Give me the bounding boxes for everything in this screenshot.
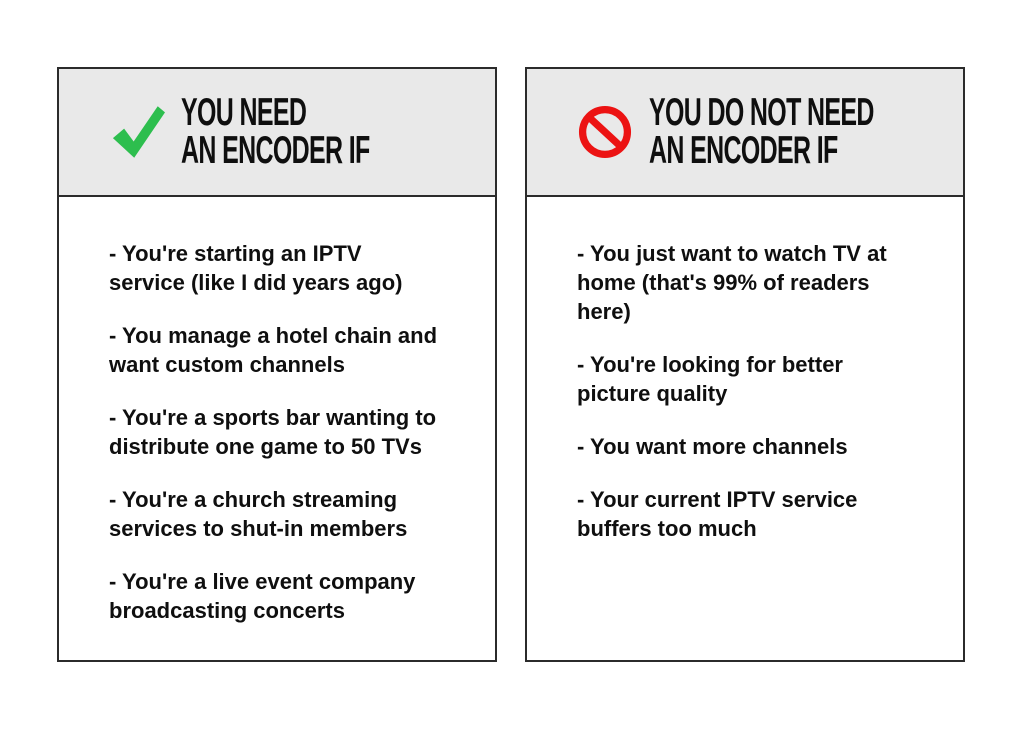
list-item: - You're a sports bar wanting to distribute one game to 50 TVs	[109, 405, 437, 459]
list-item: - You're looking for better picture quality	[577, 352, 843, 406]
need-encoder-panel	[57, 67, 497, 662]
check-icon	[109, 104, 165, 160]
no-encoder-title	[649, 91, 874, 172]
title-line: AN ENCODER IF	[181, 129, 370, 172]
list-item: - You're a live event company broadcasting concerts	[109, 569, 416, 623]
list-item: - You're a church streaming services to shut-in members	[109, 487, 408, 541]
title-line: YOU DO NOT NEED	[649, 91, 874, 134]
list-item: - You want more channels	[577, 434, 848, 459]
list-item: - You just want to watch TV at home (that's 99% of readers here)	[577, 241, 887, 324]
need-encoder-list	[59, 197, 467, 625]
title-line: YOU NEED	[181, 91, 307, 134]
list-item: - You manage a hotel chain and want custom channels	[109, 323, 438, 377]
no-encoder-panel	[525, 67, 965, 662]
title-line: AN ENCODER IF	[649, 129, 838, 172]
need-encoder-title	[181, 91, 370, 172]
no-encoder-list	[527, 197, 935, 543]
no-encoder-header	[527, 69, 963, 197]
list-item: - Your current IPTV service buffers too much	[577, 487, 858, 541]
list-item: - You're starting an IPTV service (like I did years ago)	[109, 241, 403, 295]
no-entry-icon	[577, 104, 633, 160]
need-encoder-header	[59, 69, 495, 197]
